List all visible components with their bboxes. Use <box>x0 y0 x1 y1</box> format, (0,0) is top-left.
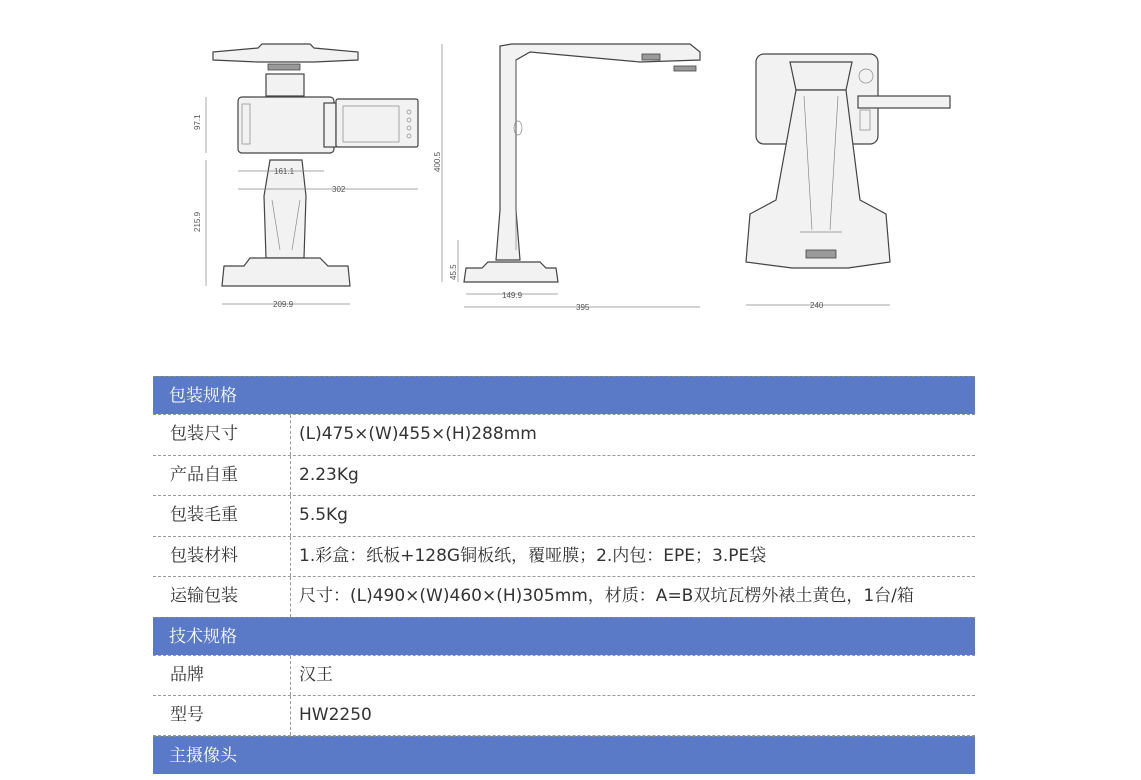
row-value: 5.5Kg <box>299 505 348 525</box>
front-dim-215-9: 215.9 <box>193 211 202 232</box>
table-row <box>153 414 975 455</box>
front-dim-209-9: 209.9 <box>273 300 294 309</box>
table-row <box>153 536 975 577</box>
section-header-camera: 主摄像头 <box>153 736 975 774</box>
front-view-drawing <box>193 44 418 309</box>
spec-table <box>153 376 975 774</box>
row-value: 尺寸：(L)490×(W)460×(H)305mm，材质：A=B双坑瓦楞外裱土黄色，1台/箱 <box>299 586 914 606</box>
front-dim-97-1: 97.1 <box>193 114 202 130</box>
row-key: 包装尺寸 <box>153 415 291 455</box>
row-key: 包装材料 <box>153 537 291 577</box>
section-header-tech: 技术规格 <box>153 617 975 655</box>
row-key: 型号 <box>153 696 291 735</box>
side-dim-149-9: 149.9 <box>502 291 523 300</box>
row-value: 2.23Kg <box>299 464 359 485</box>
front-dim-161-1: 161.1 <box>274 167 295 176</box>
row-key: 运输包装 <box>153 577 291 617</box>
row-value: 汉王 <box>299 664 333 685</box>
row-key: 产品自重 <box>153 456 291 496</box>
row-value: HW2250 <box>299 705 372 725</box>
side-dim-400-5: 400.5 <box>433 151 442 172</box>
side-dim-45-5: 45.5 <box>449 264 458 280</box>
table-row <box>153 495 975 536</box>
row-key: 包装毛重 <box>153 496 291 536</box>
table-row <box>153 655 975 696</box>
section-header-packaging: 包装规格 <box>153 376 975 414</box>
table-row <box>153 695 975 736</box>
top-dim-240: 240 <box>810 301 824 310</box>
row-value: 1.彩盒：纸板+128G铜板纸，覆哑膜；2.内包：EPE；3.PE袋 <box>299 545 767 566</box>
front-dim-302: 302 <box>332 185 346 194</box>
top-view-drawing <box>746 54 950 310</box>
technical-drawings <box>0 0 1141 340</box>
table-row <box>153 455 975 496</box>
table-row <box>153 576 975 617</box>
row-value: (L)475×(W)455×(H)288mm <box>299 424 537 444</box>
row-key: 品牌 <box>153 656 291 696</box>
side-view-drawing <box>433 44 700 312</box>
side-dim-395: 395 <box>576 303 590 312</box>
